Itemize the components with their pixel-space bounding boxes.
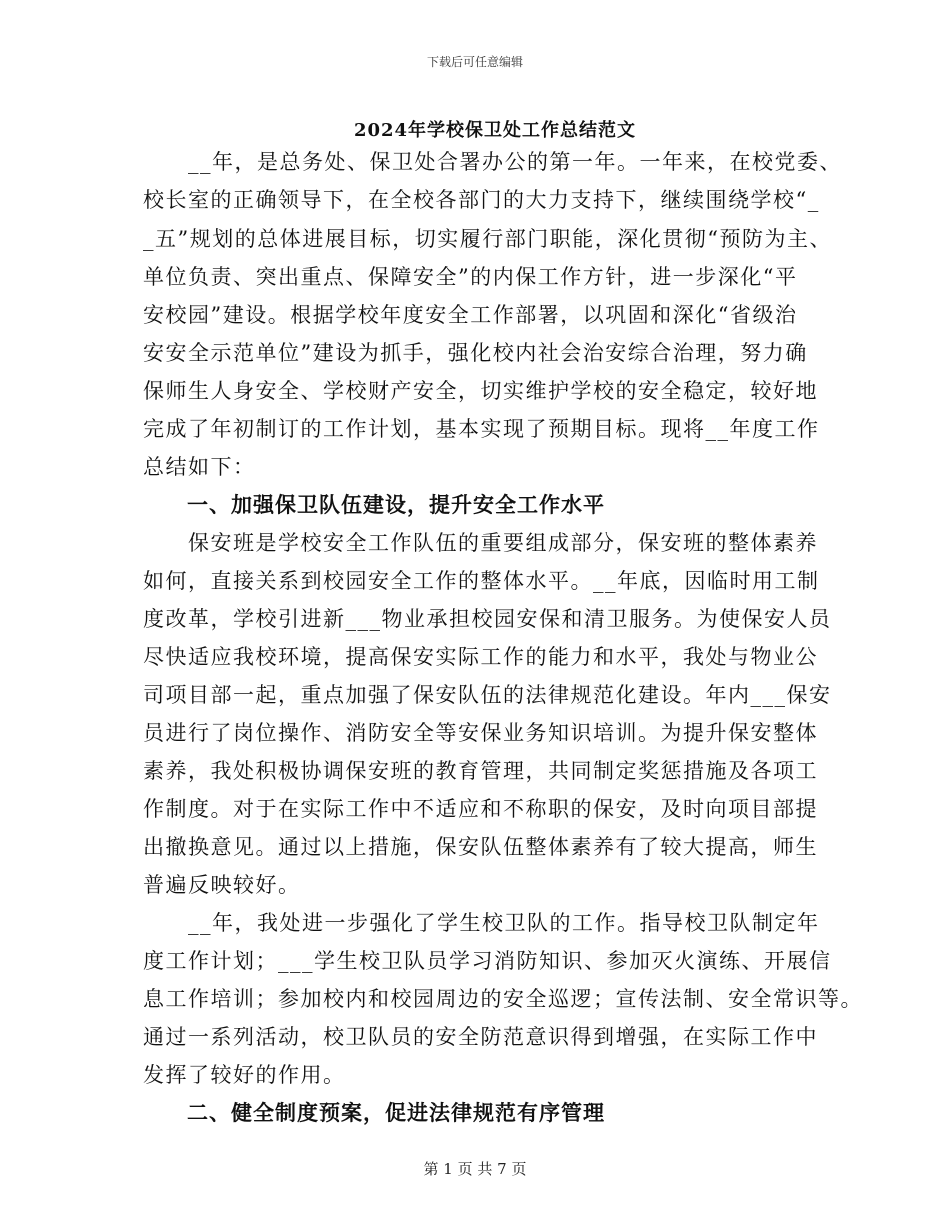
- body-line: 发挥了较好的作用。: [143, 1063, 346, 1087]
- body-line: 单位负责、突出重点、保障安全”的内保工作方针，进一步深化“平: [143, 265, 798, 289]
- body-line: 息工作培训；参加校内和校园周边的安全巡逻；宣传法制、安全常识等。: [143, 987, 863, 1011]
- page-number-footer: 第 1 页 共 7 页: [423, 1160, 527, 1178]
- body-line: 普遍反映较好。: [143, 873, 301, 897]
- body-line: __年，我处进一步强化了学生校卫队的工作。指导校卫队制定年: [143, 911, 820, 935]
- body-line: 出撤换意见。通过以上措施，保安队伍整体素养有了较大提高，师生: [143, 835, 818, 859]
- body-line: 安安全示范单位”建设为抓手，强化校内社会治安综合治理，努力确: [143, 341, 808, 365]
- body-line: __年，是总务处、保卫处合署办公的第一年。一年来，在校党委、: [143, 150, 842, 174]
- body-line: 总结如下：: [143, 455, 256, 479]
- document-title: 2024年学校保卫处工作总结范文: [353, 120, 637, 141]
- section-heading-1: 一、加强保卫队伍建设，提升安全工作水平: [143, 492, 605, 517]
- header-note: 下载后可任意编辑: [426, 55, 523, 69]
- body-line: 如何，直接关系到校园安全工作的整体水平。__年底，因临时用工制: [143, 569, 820, 593]
- body-line: 完成了年初制订的工作计划，基本实现了预期目标。现将__年度工作: [143, 417, 820, 441]
- body-line: 安校园”建设。根据学校年度安全工作部署，以巩固和深化“省级治: [143, 303, 798, 327]
- body-line: 保安班是学校安全工作队伍的重要组成部分，保安班的整体素养: [143, 531, 818, 555]
- body-line: 度改革，学校引进新___物业承担校园安保和清卫服务。为使保安人员: [143, 607, 832, 631]
- body-line: 通过一系列活动，校卫队员的安全防范意识得到增强，在实际工作中: [143, 1025, 818, 1049]
- body-line: 保师生人身安全、学校财产安全，切实维护学校的安全稳定，较好地: [143, 379, 818, 403]
- body-line: 员进行了岗位操作、消防安全等安保业务知识培训。为提升保安整体: [143, 721, 818, 745]
- body-line: 度工作计划；___学生校卫队员学习消防知识、参加灭火演练、开展信: [143, 949, 832, 973]
- body-line: 素养，我处积极协调保安班的教育管理，共同制定奖惩措施及各项工: [143, 759, 818, 783]
- body-line: 作制度。对于在实际工作中不适应和不称职的保安，及时向项目部提: [143, 797, 818, 821]
- body-line: 校长室的正确领导下，在全校各部门的大力支持下，继续围绕学校“_: [143, 188, 820, 212]
- body-line: 尽快适应我校环境，提高保安实际工作的能力和水平，我处与物业公: [143, 645, 818, 669]
- section-heading-2: 二、健全制度预案，促进法律规范有序管理: [143, 1100, 605, 1125]
- body-line: _五”规划的总体进展目标，切实履行部门职能，深化贯彻“预防为主、: [143, 227, 832, 251]
- body-line: 司项目部一起，重点加强了保安队伍的法律规范化建设。年内___保安: [143, 683, 832, 707]
